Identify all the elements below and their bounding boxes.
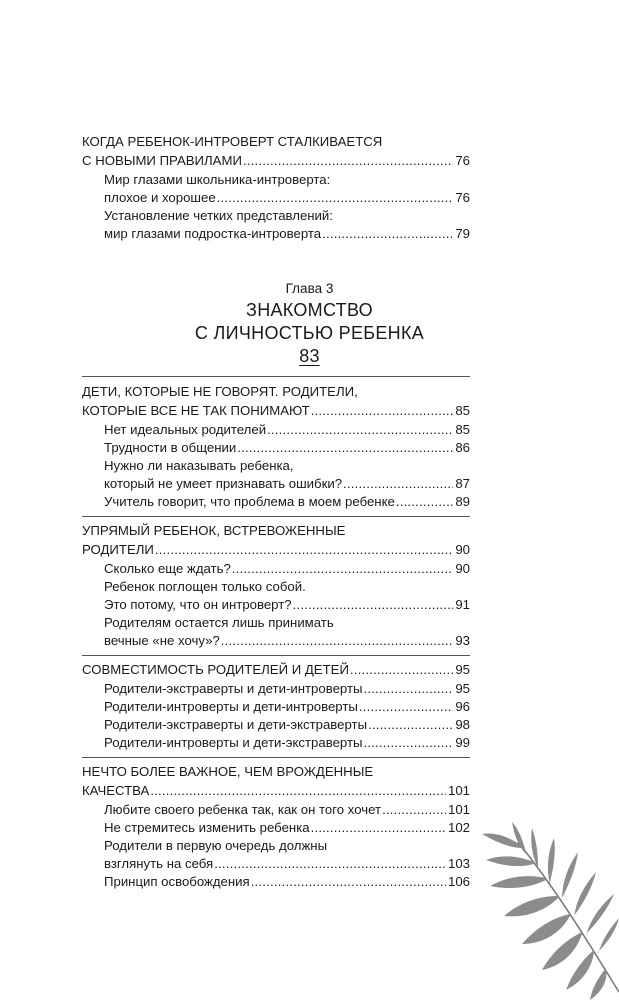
heading-text: КАЧЕСТВА: [82, 783, 150, 798]
leader-dots: [396, 493, 453, 511]
page-number: 86: [455, 440, 470, 455]
toc-entry[interactable]: [104, 614, 470, 632]
toc-entry[interactable]: [104, 698, 470, 716]
toc-entry[interactable]: [104, 734, 470, 752]
section-heading-entry[interactable]: [82, 402, 470, 420]
page-number: 90: [455, 561, 470, 576]
section-divider: [82, 376, 470, 377]
page-number: 91: [455, 597, 470, 612]
toc-entry[interactable]: [104, 457, 470, 475]
page-number: 95: [455, 681, 470, 696]
toc-entry[interactable]: [104, 189, 470, 207]
toc-entry[interactable]: [104, 680, 470, 698]
entry-text: Родители-экстраверты и дети-интроверты: [104, 681, 363, 696]
entry-text: Родители в первую очередь должны: [104, 838, 328, 853]
toc-entry[interactable]: [104, 801, 470, 819]
entry-text: Принцип освобождения: [104, 874, 250, 889]
entry-text: взглянуть на себя: [104, 856, 214, 871]
leader-dots: [251, 873, 446, 891]
toc-entry[interactable]: [104, 632, 470, 650]
chapter-page-number[interactable]: 83: [299, 346, 320, 366]
entry-text: Установление четких представлений:: [104, 208, 333, 223]
section-divider: [82, 757, 470, 758]
leader-dots: [363, 734, 453, 752]
heading-text: НЕЧТО БОЛЕЕ ВАЖНОЕ, ЧЕМ ВРОЖДЕННЫЕ: [82, 764, 374, 779]
chapter-title-line-1: ЗНАКОМСТВО: [246, 300, 373, 320]
entry-text: Родители-интроверты и дети-интроверты: [104, 699, 358, 714]
toc-entry[interactable]: [104, 873, 470, 891]
section-heading[interactable]: [82, 763, 470, 781]
page-number: 76: [455, 190, 470, 205]
section-heading[interactable]: [82, 522, 470, 540]
leader-dots: [363, 680, 453, 698]
leader-dots: [267, 421, 453, 439]
heading-text: ДЕТИ, КОТОРЫЕ НЕ ГОВОРЯТ. РОДИТЕЛИ,: [82, 384, 358, 399]
page-number: 95: [455, 662, 470, 677]
section-divider: [82, 516, 470, 517]
leader-dots: [217, 189, 454, 207]
leader-dots: [311, 402, 454, 420]
entry-text: Нужно ли наказывать ребенка,: [104, 458, 294, 473]
entry-text: который не умеет признавать ошибки?: [104, 476, 343, 491]
entry-text: Это потому, что он интроверт?: [104, 597, 292, 612]
entry-text: вечные «не хочу»?: [104, 633, 220, 648]
entry-text: Любите своего ребенка так, как он того хочет: [104, 802, 382, 817]
page-number: 102: [447, 820, 470, 835]
chapter-label: Глава 3: [285, 281, 334, 296]
leader-dots: [155, 541, 453, 559]
entry-text: Родителям остается лишь принимать: [104, 615, 334, 630]
entry-text: Не стремитесь изменить ребенка: [104, 820, 310, 835]
leader-dots: [359, 698, 453, 716]
leader-dots: [382, 801, 446, 819]
heading-text: РОДИТЕЛИ: [82, 542, 154, 557]
toc-entry[interactable]: [104, 819, 470, 837]
page-number: 89: [455, 494, 470, 509]
page-number: 99: [455, 735, 470, 750]
page-number: 106: [447, 874, 470, 889]
leader-dots: [214, 855, 446, 873]
entry-text: Родители-экстраверты и дети-экстраверты: [104, 717, 368, 732]
entry-text: Нет идеальных родителей: [104, 422, 267, 437]
section-heading-entry[interactable]: [82, 782, 470, 800]
entry-text: Мир глазами школьника-интроверта:: [104, 172, 331, 187]
page-number: 101: [447, 802, 470, 817]
toc-entry[interactable]: [104, 855, 470, 873]
entry-text: мир глазами подростка-интроверта: [104, 226, 322, 241]
leader-dots: [343, 475, 453, 493]
leader-dots: [311, 819, 446, 837]
toc-entry[interactable]: [104, 716, 470, 734]
page-number: 96: [455, 699, 470, 714]
page-number: 76: [455, 153, 470, 168]
heading-text: УПРЯМЫЙ РЕБЕНОК, ВСТРЕВОЖЕННЫЕ: [82, 523, 346, 538]
leader-dots: [221, 632, 454, 650]
section-divider: [82, 655, 470, 656]
section-heading-entry[interactable]: [82, 541, 470, 559]
toc-entry[interactable]: [104, 439, 470, 457]
entry-text: плохое и хорошее: [104, 190, 216, 205]
page-number: 98: [455, 717, 470, 732]
leader-dots: [232, 560, 454, 578]
toc-entry[interactable]: [104, 493, 470, 511]
leader-dots: [243, 152, 453, 170]
toc-entry[interactable]: [104, 225, 470, 243]
leader-dots: [150, 782, 446, 800]
section-heading-entry[interactable]: [82, 152, 470, 170]
toc-entry[interactable]: [104, 578, 470, 596]
leader-dots: [350, 661, 453, 679]
toc-entry[interactable]: [104, 475, 470, 493]
page-number: 85: [455, 422, 470, 437]
page-number: 79: [455, 226, 470, 241]
leader-dots: [293, 596, 454, 614]
page-number: 90: [455, 542, 470, 557]
entry-text: Сколько еще ждать?: [104, 561, 231, 576]
leader-dots: [322, 225, 453, 243]
page-number: 103: [447, 856, 470, 871]
heading-text: С НОВЫМИ ПРАВИЛАМИ: [82, 153, 242, 168]
leader-dots: [368, 716, 453, 734]
section-heading[interactable]: [82, 383, 470, 401]
page-number: 85: [455, 403, 470, 418]
heading-text: КОГДА РЕБЕНОК-ИНТРОВЕРТ СТАЛКИВАЕТСЯ: [82, 134, 383, 149]
toc-entry[interactable]: [104, 560, 470, 578]
section-heading[interactable]: [82, 133, 470, 151]
page-number: 87: [455, 476, 470, 491]
heading-text: КОТОРЫЕ ВСЕ НЕ ТАК ПОНИМАЮТ: [82, 403, 310, 418]
toc-entry[interactable]: [104, 171, 470, 189]
entry-text: Ребенок поглощен только собой.: [104, 579, 306, 594]
toc-entry[interactable]: [104, 837, 470, 855]
entry-text: Учитель говорит, что проблема в моем ребенке: [104, 494, 395, 509]
chapter-page[interactable]: [0, 344, 619, 368]
chapter-title-line-2: С ЛИЧНОСТЬЮ РЕБЕНКА: [194, 323, 425, 343]
leaf-blades: [482, 822, 619, 1000]
page-number: 101: [447, 783, 470, 798]
heading-text: СОВМЕСТИМОСТЬ РОДИТЕЛЕЙ И ДЕТЕЙ: [82, 662, 349, 677]
page-number: 93: [455, 633, 470, 648]
entry-text: Родители-интроверты и дети-экстраверты: [104, 735, 363, 750]
section-heading-entry[interactable]: [82, 661, 470, 679]
leader-dots: [237, 439, 453, 457]
toc-entry[interactable]: [104, 207, 470, 225]
toc-entry[interactable]: [104, 421, 470, 439]
palm-leaf-icon: [478, 822, 619, 1000]
entry-text: Трудности в общении: [104, 440, 237, 455]
toc-entry[interactable]: [104, 596, 470, 614]
